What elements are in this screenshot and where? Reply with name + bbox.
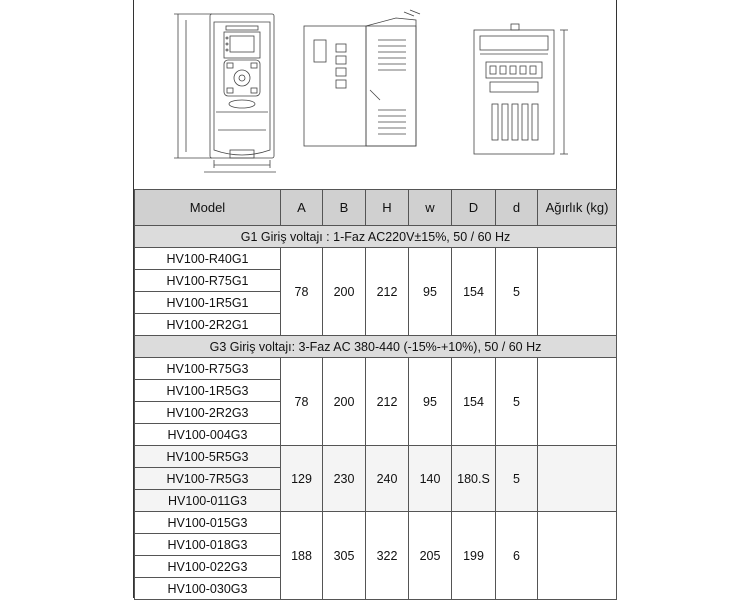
value-h: 240 [366,446,409,512]
model-cell: HV100-R40G1 [135,248,281,270]
table-header-row [135,190,617,226]
header-b: B [323,190,366,226]
model-cell: HV100-018G3 [135,534,281,556]
model-cell: HV100-5R5G3 [135,446,281,468]
value-d-depth: 154 [452,358,496,446]
value-d-depth: 180.S [452,446,496,512]
value-h: 212 [366,248,409,336]
front-view-drawing [174,14,276,172]
group-title-g1: G1 Giriş voltajı : 1-Faz AC220V±15%, 50 / 60 Hz [135,226,617,248]
table-row [135,358,617,380]
model-cell: HV100-011G3 [135,490,281,512]
value-b: 200 [323,358,366,446]
model-cell: HV100-2R2G3 [135,402,281,424]
value-d-depth: 199 [452,512,496,600]
value-d-hole: 5 [496,248,538,336]
spec-sheet [133,0,617,598]
header-model: Model [135,190,281,226]
model-cell: HV100-030G3 [135,578,281,600]
model-cell: HV100-2R2G1 [135,314,281,336]
header-a: A [281,190,323,226]
header-w: w [409,190,452,226]
group-row-g3 [135,336,617,358]
value-w: 95 [409,358,452,446]
table-row [135,512,617,534]
value-weight [538,358,617,446]
value-d-hole: 5 [496,358,538,446]
model-cell: HV100-015G3 [135,512,281,534]
value-a: 188 [281,512,323,600]
header-d-hole: d [496,190,538,226]
model-cell: HV100-004G3 [135,424,281,446]
model-cell: HV100-022G3 [135,556,281,578]
value-weight [538,512,617,600]
value-h: 322 [366,512,409,600]
value-w: 95 [409,248,452,336]
value-b: 305 [323,512,366,600]
header-d-depth: D [452,190,496,226]
value-b: 200 [323,248,366,336]
value-a: 78 [281,248,323,336]
header-h: H [366,190,409,226]
header-weight: Ağırlık (kg) [538,190,617,226]
value-a: 129 [281,446,323,512]
model-cell: HV100-R75G3 [135,358,281,380]
value-w: 140 [409,446,452,512]
model-cell: HV100-R75G1 [135,270,281,292]
dimensions-table [134,189,617,600]
value-weight [538,446,617,512]
value-d-hole: 6 [496,512,538,600]
value-a: 78 [281,358,323,446]
model-cell: HV100-1R5G3 [135,380,281,402]
value-w: 205 [409,512,452,600]
value-d-depth: 154 [452,248,496,336]
model-cell: HV100-7R5G3 [135,468,281,490]
side-view-drawing [304,10,420,146]
dimension-drawings [134,0,616,189]
model-cell: HV100-1R5G1 [135,292,281,314]
table-row [135,446,617,468]
value-d-hole: 5 [496,446,538,512]
value-b: 230 [323,446,366,512]
group-row-g1 [135,226,617,248]
group-title-g3: G3 Giriş voltajı: 3-Faz AC 380-440 (-15%-+10%), 50 / 60 Hz [135,336,617,358]
value-h: 212 [366,358,409,446]
back-view-drawing [474,24,568,154]
table-row [135,248,617,270]
value-weight [538,248,617,336]
